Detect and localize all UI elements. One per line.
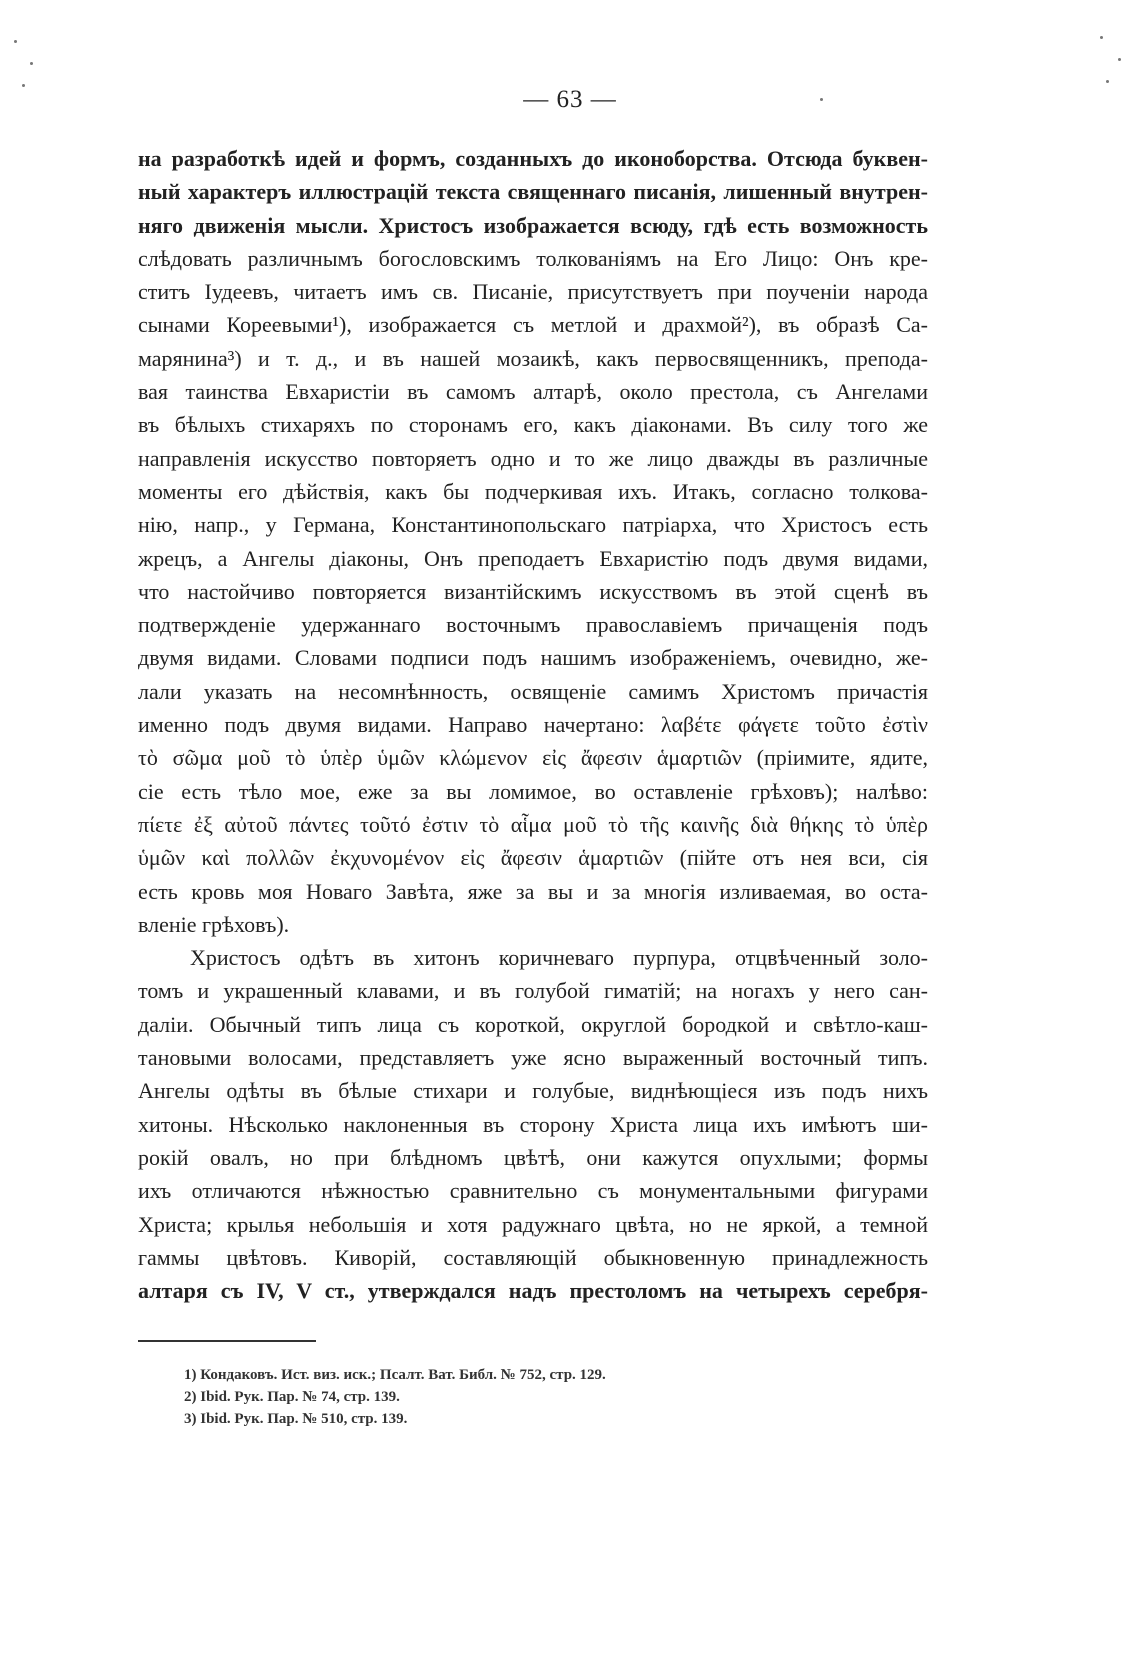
scan-speck xyxy=(1118,58,1121,61)
body-line: именно подъ двумя видами. Направо начертано: λαβέτε φάγετε τοῦτο ἐστὶν xyxy=(138,712,928,738)
body-line: Христосъ одѣтъ въ хитонъ коричневаго пурпура, отцвѣченный золо- xyxy=(190,945,928,971)
body-line: Христа; крылья небольшія и хотя радужнаго цвѣта, но не яркой, а темной xyxy=(138,1211,928,1237)
body-line: моменты его дѣйствія, какъ бы подчеркивая ихъ. Итакъ, согласно толкова- xyxy=(138,478,928,504)
body-line: есть кровь моя Новаго Завѣта, яже за вы и за многія изливаемая, во оста- xyxy=(138,878,928,904)
body-line: ститъ Іудеевъ, читаетъ имъ св. Писаніе, присутствуетъ при поученіи народа xyxy=(138,279,928,305)
body-line: хитоны. Нѣсколько наклоненныя въ сторону Христа лица ихъ имѣютъ ши- xyxy=(138,1111,928,1137)
body-line: направленія искусство повторяетъ одно и то же лицо дважды въ различные xyxy=(138,445,928,471)
body-line: гаммы цвѣтовъ. Киворій, составляющій обыкновенную принадлежность xyxy=(138,1244,928,1270)
footnote-item: 3) Ibid. Рук. Пар. № 510, стр. 139. xyxy=(184,1411,408,1427)
scan-speck xyxy=(14,40,17,43)
body-line: няго движенія мысли. Христосъ изображается всюду, гдѣ есть возможность xyxy=(138,212,928,238)
body-line: подтвержденіе удержаннаго восточнымъ православіемъ причащенія подъ xyxy=(138,612,928,638)
page-number: — 63 — xyxy=(523,86,617,113)
footnotes xyxy=(184,1364,606,1430)
scan-speck xyxy=(1106,80,1109,83)
body-line: нію, напр., у Германа, Константинопольскаго патріарха, что Христосъ есть xyxy=(138,512,928,538)
body-line: ихъ отличаются нѣжностью сравнительно съ монументальными фигурами xyxy=(138,1178,928,1204)
body-line: сынами Кореевыми¹), изображается съ метлой и драхмой²), въ образѣ Са- xyxy=(138,312,928,338)
body-line: сіе есть тѣло мое, еже за вы ломимое, во оставленіе грѣховъ); налѣво: xyxy=(138,778,928,804)
scan-speck xyxy=(30,62,33,65)
scan-speck xyxy=(1100,36,1103,39)
body-line: томъ и украшенный клавами, и въ голубой гиматій; на ногахъ у него сан- xyxy=(138,978,928,1004)
body-line: жрецъ, а Ангелы діаконы, Онъ преподаетъ Евхаристію подъ двумя видами, xyxy=(138,545,928,571)
body-line: лали указать на несомнѣнность, освященіе самимъ Христомъ причастія xyxy=(138,678,928,704)
body-line: πίετε ἐξ αὐτοῦ πάντες τοῦτό ἐστιν τὸ αἷμα μοῦ τὸ τῆς καινῆς διὰ θήκης τὸ ὑπὲρ xyxy=(138,811,928,837)
body-line: Ангелы одѣты въ бѣлые стихари и голубые, виднѣющіеся изъ подъ нихъ xyxy=(138,1078,928,1104)
body-line: даліи. Обычный типъ лица съ короткой, округлой бородкой и свѣтло-каш- xyxy=(138,1011,928,1037)
footnote-item: 1) Кондаковъ. Ист. виз. иск.; Псалт. Ват. Библ. № 752, стр. 129. xyxy=(184,1367,606,1383)
body-line: двумя видами. Словами подписи подъ нашимъ изображеніемъ, очевидно, же- xyxy=(138,645,928,671)
footnote-item: 2) Ibid. Рук. Пар. № 74, стр. 139. xyxy=(184,1389,400,1405)
body-line: марянина³) и т. д., и въ нашей мозаикѣ, какъ первосвященникъ, препода- xyxy=(138,345,928,371)
body-line: тановыми волосами, представляетъ уже ясно выраженный восточный типъ. xyxy=(138,1045,928,1071)
body-line: ный характеръ иллюстрацій текста священнаго писанія, лишенный внутрен- xyxy=(138,179,928,205)
body-line: вленіе грѣховъ). xyxy=(138,911,290,937)
body-line: на разработкѣ идей и формъ, созданныхъ до иконоборства. Отсюда буквен- xyxy=(138,146,928,171)
body-line: рокій овалъ, но при блѣдномъ цвѣтѣ, они кажутся опухлыми; формы xyxy=(138,1144,928,1170)
body-line: что настойчиво повторяется византійскимъ искусствомъ въ этой сценѣ въ xyxy=(138,578,928,604)
footnote-divider xyxy=(138,1340,316,1342)
body-line: τὸ σῶμα μοῦ τὸ ὑπὲρ ὑμῶν κλώμενον εἰς ἄφεσιν ἁμαρτιῶν (пріимите, ядите, xyxy=(138,745,928,771)
body-line: въ бѣлыхъ стихаряхъ по сторонамъ его, какъ діаконами. Въ силу того же xyxy=(138,412,928,438)
body-line: алтаря съ IV, V ст., утверждался надъ престоломъ на четырехъ серебря- xyxy=(138,1278,928,1304)
body-line: слѣдовать различнымъ богословскимъ толкованіямъ на Его Лицо: Онъ кре- xyxy=(138,245,928,271)
body-line: вая таинства Евхаристіи въ самомъ алтарѣ, около престола, съ Ангелами xyxy=(138,379,928,405)
body-line: ὑμῶν καὶ πολλῶν ἐκχυνομένον εἰς ἄφεσιν ἁμαρτιῶν (пійте отъ нея вси, сія xyxy=(138,845,928,871)
body-text xyxy=(138,142,928,1307)
